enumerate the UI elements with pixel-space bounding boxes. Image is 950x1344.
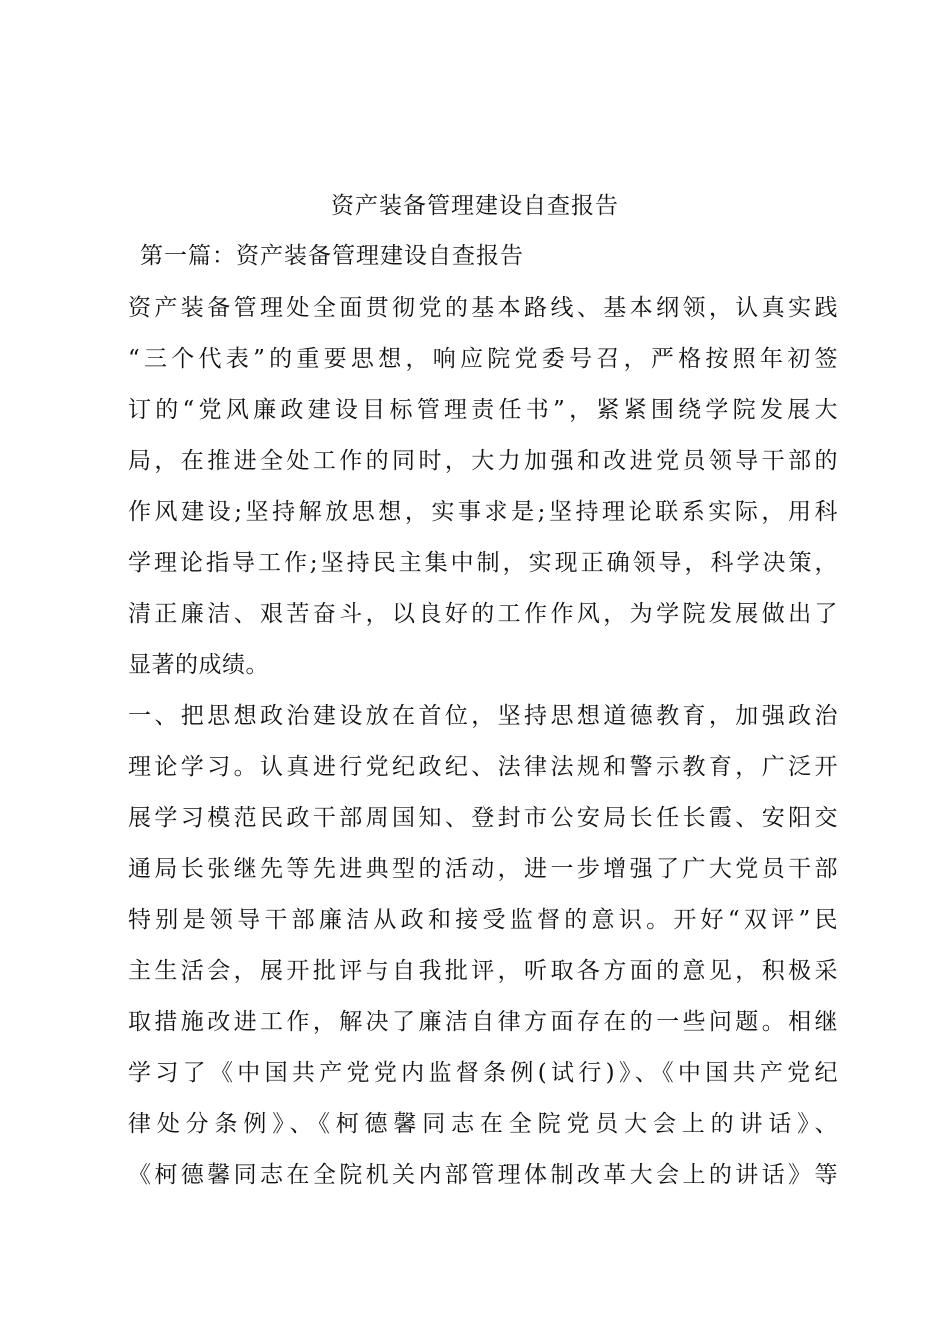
document-title: 资产装备管理建设自查报告	[331, 193, 619, 219]
paragraph-1-line-1: 资产装备管理处全面贯彻党的基本路线、基本纲领，认真实践	[128, 295, 838, 321]
paragraph-2-line-1: 一、把思想政治建设放在首位，坚持思想道德教育，加强政治	[128, 703, 838, 729]
paragraph-1-line-4: 局，在推进全处工作的同时，大力加强和改进党员领导干部的	[128, 448, 838, 474]
paragraph-1-line-8: 显著的成绩。	[128, 652, 269, 678]
paragraph-2-line-9: 律处分条例》、《柯德馨同志在全院党员大会上的讲话》、	[128, 1111, 838, 1137]
paragraph-1-line-7: 清正廉洁、艰苦奋斗，以良好的工作作风，为学院发展做出了	[128, 601, 838, 627]
paragraph-1-line-6: 学理论指导工作;坚持民主集中制，实现正确领导，科学决策，	[128, 550, 838, 576]
paragraph-2-line-6: 主生活会，展开批评与自我批评，听取各方面的意见，积极采	[128, 958, 838, 984]
paragraph-2-line-10: 《柯德馨同志在全院机关内部管理体制改革大会上的讲话》等	[128, 1162, 838, 1188]
section-heading: 第一篇：资产装备管理建设自查报告	[140, 243, 524, 269]
paragraph-2-line-2: 理论学习。认真进行党纪政纪、法律法规和警示教育，广泛开	[128, 754, 838, 780]
paragraph-2-line-3: 展学习模范民政干部周国知、登封市公安局长任长霞、安阳交	[128, 805, 838, 831]
paragraph-1-line-2: “三个代表”的重要思想，响应院党委号召，严格按照年初签	[128, 346, 838, 372]
paragraph-2-line-5: 特别是领导干部廉洁从政和接受监督的意识。开好“双评”民	[128, 907, 838, 933]
paragraph-1-line-3: 订的“党风廉政建设目标管理责任书”，紧紧围绕学院发展大	[128, 397, 838, 423]
paragraph-2-line-7: 取措施改进工作，解决了廉洁自律方面存在的一些问题。相继	[128, 1009, 838, 1035]
paragraph-2-line-4: 通局长张继先等先进典型的活动，进一步增强了广大党员干部	[128, 856, 838, 882]
paragraph-1-line-5: 作风建设;坚持解放思想，实事求是;坚持理论联系实际，用科	[128, 499, 838, 525]
paragraph-2-line-8: 学习了《中国共产党党内监督条例(试行)》、《中国共产党纪	[128, 1060, 838, 1086]
